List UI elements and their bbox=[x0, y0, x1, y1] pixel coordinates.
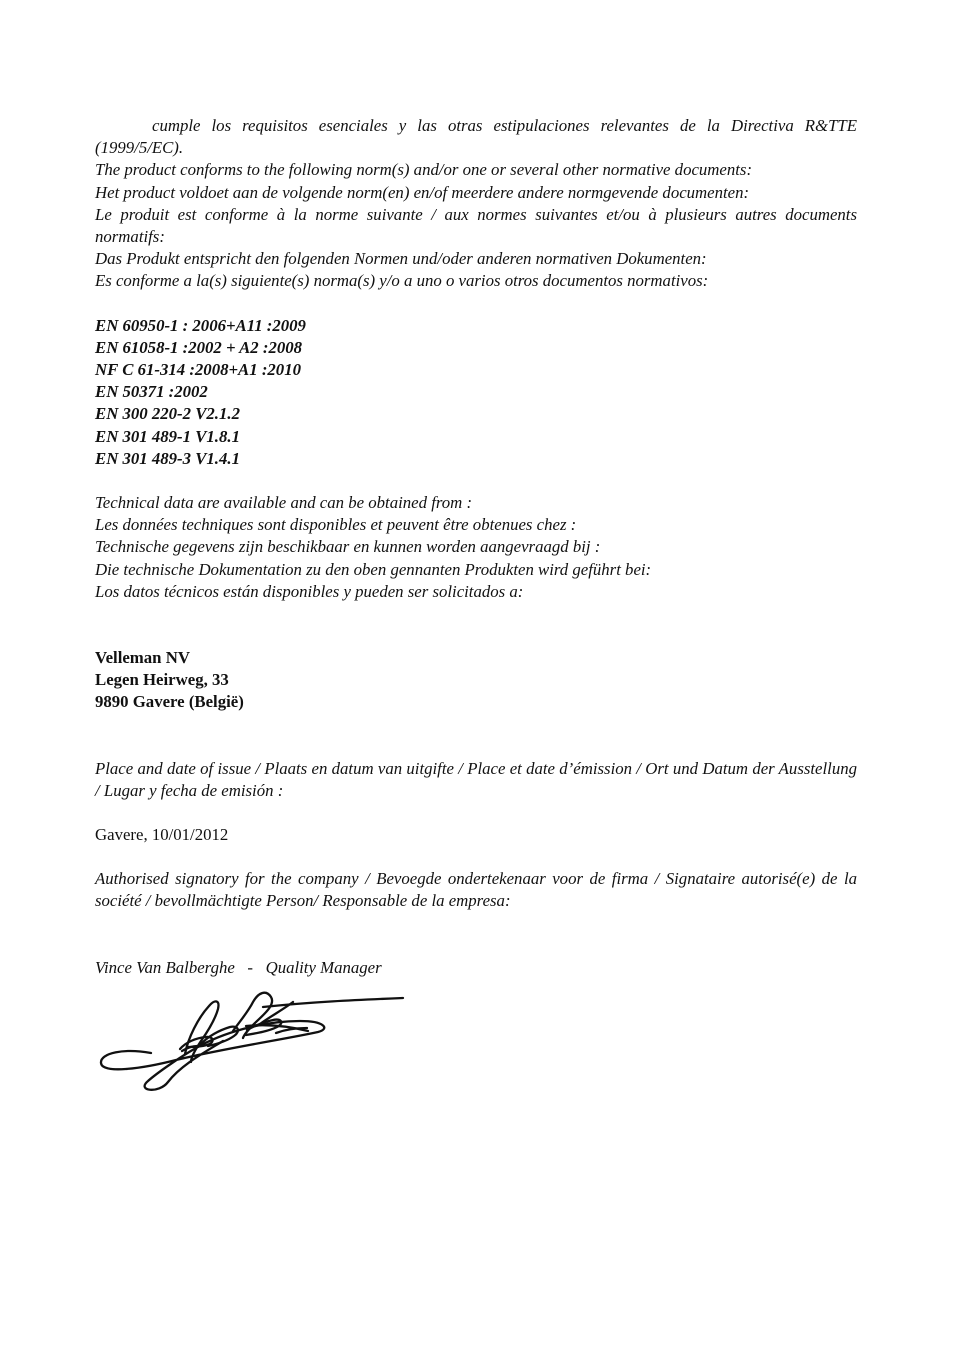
company-name: Velleman NV bbox=[95, 648, 190, 668]
signatory-line bbox=[95, 957, 857, 979]
conformity-french: Le produit est conforme à la norme suivante / aux normes suivantes et/ou à plusieurs autres documents normatifs: bbox=[95, 204, 857, 247]
signatory-title: Quality Manager bbox=[265, 957, 382, 977]
technical-data-dutch: Technische gegevens zijn beschikbaar en kunnen worden aangevraagd bij : bbox=[95, 537, 601, 557]
spacer bbox=[95, 603, 857, 647]
standard-item: EN 60950-1 : 2006+A11 :2009 bbox=[95, 315, 306, 335]
conformity-spanish: Es conforme a la(s) siguiente(s) norma(s) y/o a uno o varios otros documentos normativos: bbox=[95, 271, 709, 291]
company-address bbox=[95, 647, 857, 714]
standard-item: EN 50371 :2002 bbox=[95, 382, 208, 402]
spacer bbox=[95, 913, 857, 957]
standard-item: EN 300 220-2 V2.1.2 bbox=[95, 404, 240, 424]
issue-label: Place and date of issue / Plaats en datum van uitgifte / Place et date d’émission / Ort und Datum der Ausstellung / Lugar y fecha de emisión : bbox=[95, 758, 857, 800]
standard-item: EN 61058-1 :2002 + A2 :2008 bbox=[95, 337, 303, 357]
technical-data-french: Les données techniques sont disponibles et peuvent être obtenues chez : bbox=[95, 515, 577, 535]
technical-data-german: Die technische Dokumentation zu den oben gennanten Produkten wird geführt bei: bbox=[95, 559, 652, 579]
technical-data-section bbox=[95, 492, 857, 603]
company-city: 9890 Gavere (België) bbox=[95, 692, 244, 712]
spacer bbox=[95, 714, 857, 758]
standard-item: NF C 61-314 :2008+A1 :2010 bbox=[95, 360, 301, 380]
signatory-label: Authorised signatory for the company / Bevoegde ondertekenaar voor de firma / Signataire autorisé(e) de la société / bevollmächtigte Person/ Responsable de la empresa: bbox=[95, 869, 857, 911]
standard-item: EN 301 489-3 V1.4.1 bbox=[95, 448, 240, 468]
technical-data-spanish: Los datos técnicos están disponibles y pueden ser solicitados a: bbox=[95, 581, 524, 601]
directive-continuation: cumple los requisitos esenciales y las otras estipulaciones relevantes de la Directiva R&TTE (1999/5/EC). bbox=[95, 116, 857, 158]
company-street: Legen Heirweg, 33 bbox=[95, 670, 229, 690]
technical-data-english: Technical data are available and can be obtained from : bbox=[95, 493, 473, 513]
spacer bbox=[95, 470, 857, 492]
conformity-english: The product conforms to the following norm(s) and/or one or several other normative documents: bbox=[95, 160, 753, 180]
handwritten-signature bbox=[96, 978, 408, 1094]
conformity-dutch: Het product voldoet aan de volgende norm(en) en/of meerdere andere normgevende documenten: bbox=[95, 182, 750, 202]
signatory-name: Vince Van Balberghe bbox=[95, 957, 235, 977]
issue-place-date: Gavere, 10/01/2012 bbox=[95, 825, 229, 845]
conformity-german: Das Produkt entspricht den folgenden Normen und/oder anderen normativen Dokumenten: bbox=[95, 249, 707, 269]
conformity-section bbox=[95, 115, 857, 293]
standard-item: EN 301 489-1 V1.8.1 bbox=[95, 426, 240, 446]
spacer bbox=[95, 293, 857, 315]
spacer bbox=[95, 846, 857, 868]
standards-list bbox=[95, 315, 857, 470]
declaration-content bbox=[95, 115, 857, 979]
spacer bbox=[95, 802, 857, 824]
signatory-separator: - bbox=[247, 957, 253, 977]
